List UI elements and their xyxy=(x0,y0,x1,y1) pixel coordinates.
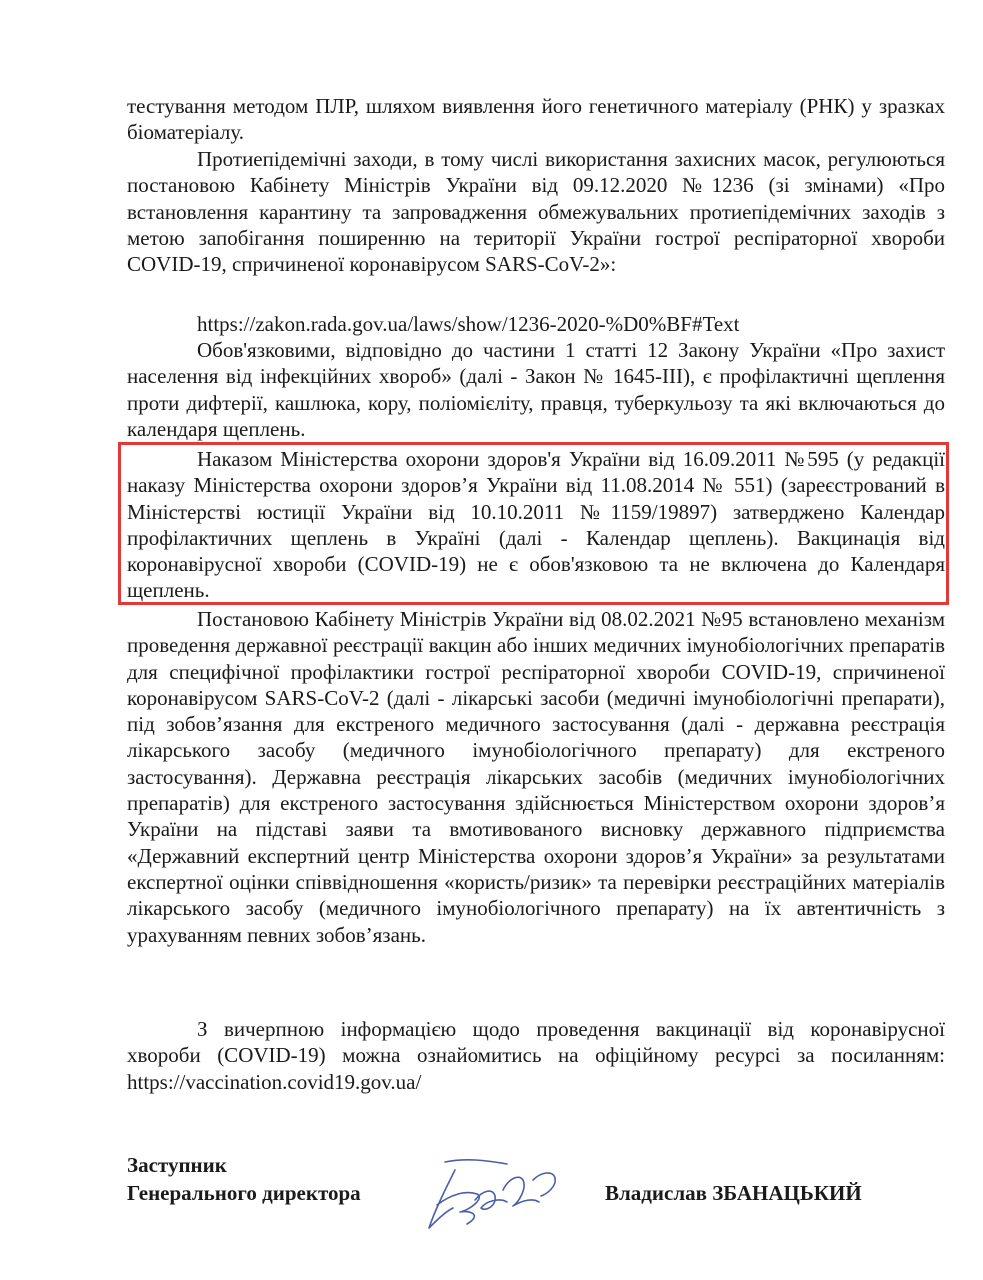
handwritten-signature xyxy=(415,1150,565,1235)
zakon-rada-link[interactable]: https://zakon.rada.gov.ua/laws/show/1236-2020-%D0%BF#Text xyxy=(197,312,740,336)
highlight-frame xyxy=(118,442,949,605)
signer-title xyxy=(127,1151,361,1207)
paragraph-mandatory-vaccinations: Обов'язковими, відповідно до частини 1 статті 12 Закону України «Про захист населення від інфекційних хвороб» (далі - Закон № 1645-ІІІ), є профілактичні щеплення проти дифтерії, кашлюка, кору, поліомієліту, правця, туберкульозу та які включаються до календаря щеплень. xyxy=(127,338,945,441)
paragraph-cabinet-resolution-95: Постановою Кабінету Міністрів України від 08.02.2021 №95 встановлено механізм проведення державної реєстрації вакцин або інших медичних імунобіологічних препаратів для специфічної профілактики гострої респіраторної хвороби COVID-19, спричиненої коронавірусом SARS-CoV-2 (далі - лікарські засоби (медичні імунобіологічні препарати), під зобов’язання для екстреного медичного застосування (далі - державна реєстрація лікарського засобу (медичного імунобіологічного препарату) для екстреного застосування). Державна реєстрація лікарських засобів (медичних імунобіологічних препаратів) для екстреного застосування здійснюється Міністерством охорони здоров’я України на підставі заяви та вмотивованого висновку державного підприємства «Державний експертний центр Міністерства охорони здоров’я України» за результатами експертної оцінки співвідношення «користь/ризик» та перевірки реєстраційних матеріалів лікарського засобу (медичного імунобіологічного препарату) на їх автентичність з урахуванням певних зобов’язань. xyxy=(127,607,945,947)
signer-name: Владислав ЗБАНАЦЬКИЙ xyxy=(605,1181,862,1205)
paragraph-antiepidemic-measures: Протиепідемічні заходи, в тому числі використання захисних масок, регулюються постановою Кабінету Міністрів України від 09.12.2020 №1236 (зі змінами) «Про встановлення карантину та запровадження обмежувальних протиепідемічних заходів з метою запобігання поширенню на території України гострої респіраторної хвороби COVID-19, спричиненої коронавірусом SARS-CoV-2»: xyxy=(127,147,945,277)
signer-title-line1: Заступник xyxy=(127,1153,227,1177)
paragraph-pcr-testing: тестування методом ПЛР, шляхом виявлення його генетичного матеріалу (РНК) у зразках біоматеріалу. xyxy=(127,94,945,145)
paragraph-vaccination-info: З вичерпною інформацією щодо проведення вакцинації від коронавірусної хвороби (COVID-19) можна ознайомитись на офіційному ресурсі за посиланням: https://vaccination.covid19.gov.ua/ xyxy=(127,1017,945,1094)
signer-title-line2: Генерального директора xyxy=(127,1181,361,1205)
paragraph-vaccination-calendar: Наказом Міністерства охорони здоров'я України від 16.09.2011 №595 (у редакції наказу Міністерства охорони здоров’я України від 11.08.2014 № 551) (зареєстрований в Міністерстві юстиції України від 10.10.2011 №1159/19897) затверджено Календар профілактичних щеплень в Україні (далі - Календар щеплень). Вакцинація від коронавірусної хвороби (COVID-19) не є обов'язковою та не включена до Календаря щеплень. xyxy=(127,447,945,603)
